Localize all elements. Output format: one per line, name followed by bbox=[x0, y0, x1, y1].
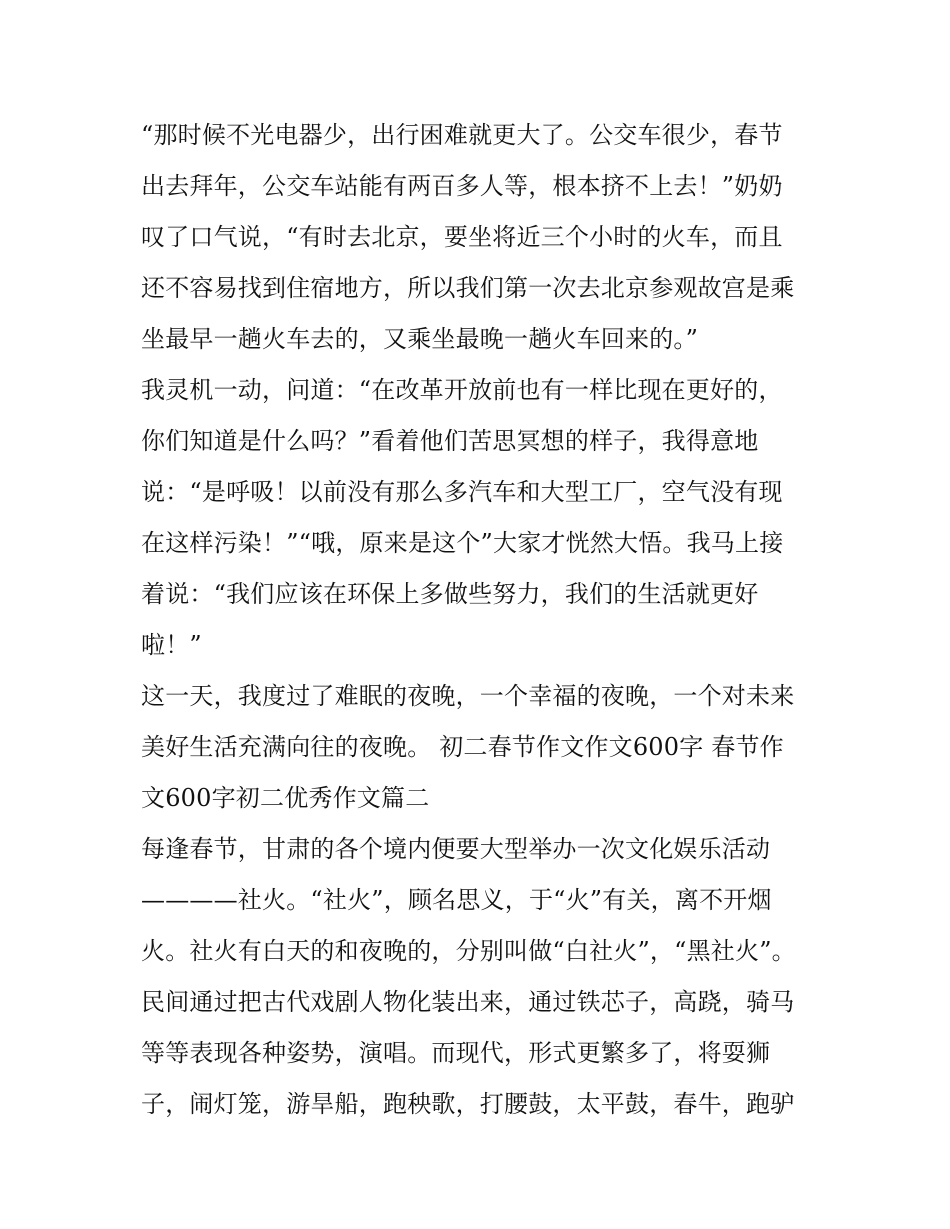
body-text bbox=[141, 110, 841, 1130]
text-line: 着说：“我们应该在环保上多做些努力，我们的生活就更好 bbox=[141, 580, 759, 608]
text-line: 啦！” bbox=[141, 631, 202, 659]
text-line: 子，闹灯笼，游旱船，跑秧歌，打腰鼓，太平鼓，春牛，跑驴 bbox=[141, 1090, 795, 1118]
text-line: 我灵机一动，问道：“在改革开放前也有一样比现在更好的， bbox=[141, 376, 783, 404]
text-line: 还不容易找到住宿地方，所以我们第一次去北京参观故宫是乘 bbox=[141, 274, 795, 302]
text-line: 你们知道是什么吗？”看着他们苦思冥想的样子，我得意地 bbox=[141, 427, 759, 455]
text-line: 火。社火有白天的和夜晚的，分别叫做“白社火”，“黑社火”。 bbox=[141, 937, 796, 965]
text-line: 说：“是呼吸！以前没有那么多汽车和大型工厂，空气没有现 bbox=[141, 478, 783, 506]
text-line: 文600字初二优秀作文篇二 bbox=[141, 784, 430, 812]
text-line: 美好生活充满向往的夜晚。 初二春节作文作文600字 春节作 bbox=[141, 733, 784, 761]
text-line: 在这样污染！”“哦，原来是这个”大家才恍然大悟。我马上接 bbox=[141, 529, 784, 557]
text-line: 叹了口气说，“有时去北京，要坐将近三个小时的火车，而且 bbox=[141, 223, 783, 251]
text-line: 等等表现各种姿势，演唱。而现代，形式更繁多了，将耍狮 bbox=[141, 1039, 771, 1067]
text-line: ————社火。“社火”，顾名思义，于“火”有关，离不开烟 bbox=[141, 886, 772, 914]
text-line: 坐最早一趟火车去的，又乘坐最晚一趟火车回来的。” bbox=[141, 325, 699, 353]
text-line: 每逢春节，甘肃的各个境内便要大型举办一次文化娱乐活动 bbox=[141, 835, 771, 863]
text-line: 这一天，我度过了难眠的夜晚，一个幸福的夜晚，一个对未来 bbox=[141, 682, 795, 710]
text-line: “那时候不光电器少，出行困难就更大了。公交车很少，春节 bbox=[141, 121, 783, 149]
text-line: 民间通过把古代戏剧人物化装出来，通过铁芯子，高跷，骑马 bbox=[141, 988, 795, 1016]
text-line: 出去拜年，公交车站能有两百多人等，根本挤不上去！”奶奶 bbox=[141, 172, 783, 200]
